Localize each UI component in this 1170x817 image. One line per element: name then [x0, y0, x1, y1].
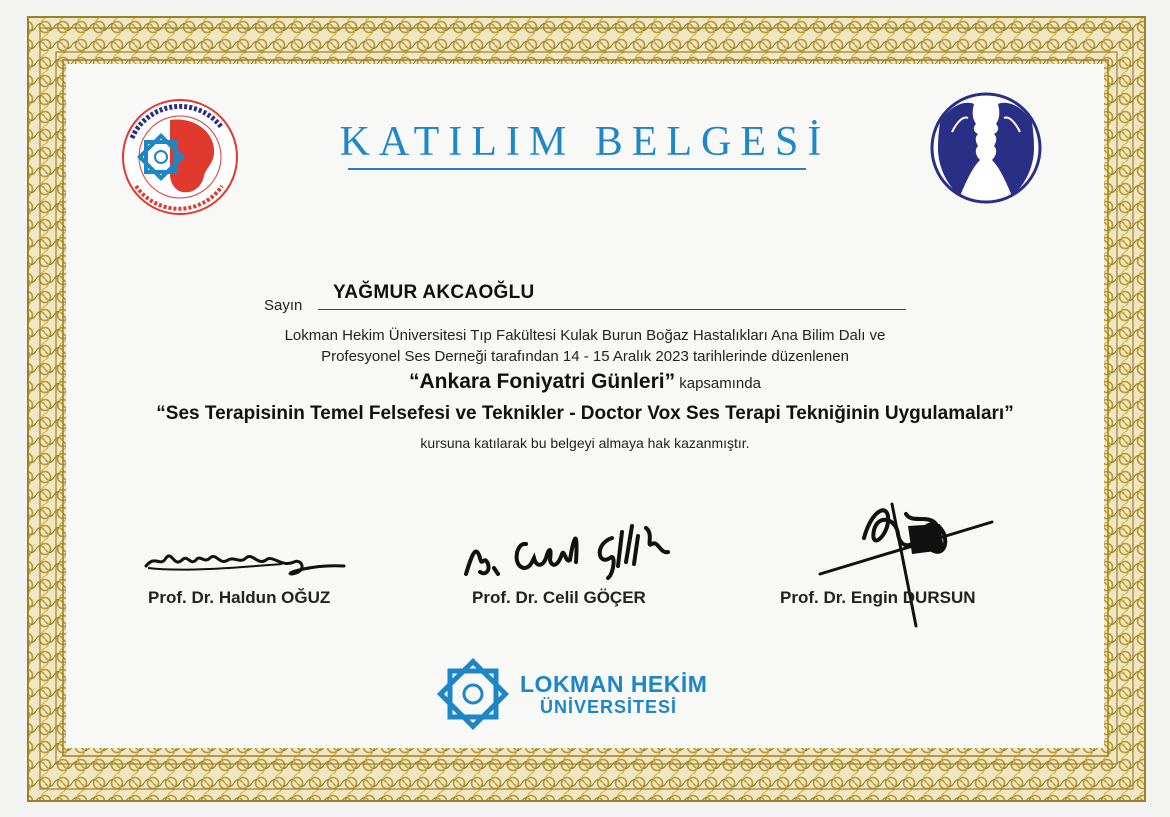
certificate-title: KATILIM BELGESİ: [339, 119, 831, 165]
title-underline: [348, 168, 806, 170]
facing-profiles-icon: [930, 92, 1042, 204]
closing-line: kursuna katılarak bu belgeyi almaya hak kazanmıştır.: [420, 435, 750, 451]
recipient-name: YAĞMUR AKCAOĞLU: [333, 282, 535, 303]
signatory-name-1: Prof. Dr. Haldun OĞUZ: [148, 588, 331, 607]
signature-dursun: [816, 494, 996, 630]
event-suffix: kapsamında: [675, 375, 761, 392]
salutation: Sayın: [264, 297, 303, 314]
signatory-name-2: Prof. Dr. Celil GÖÇER: [472, 588, 646, 607]
name-underline: [318, 309, 906, 310]
signatory-name-3: Prof. Dr. Engin DURSUN: [780, 588, 976, 607]
body-line-event: [0, 370, 1170, 394]
university-name-line1: LOKMAN HEKİM: [520, 671, 708, 697]
course-name: “Ses Terapisinin Temel Felsefesi ve Teknikler - Doctor Vox Ses Terapi Tekniğinin Uygulamaları”: [156, 403, 1014, 424]
event-name: “Ankara Foniyatri Günleri”: [409, 370, 676, 393]
signature-gocer: [462, 514, 682, 584]
university-logo-icon: [436, 657, 510, 731]
university-name-line2: ÜNİVERSİTESİ: [540, 697, 678, 717]
body-line-2: Profesyonel Ses Derneği tarafından 14 - 15 Aralık 2023 tarihlerinde düzenlenen: [321, 348, 849, 365]
body-line-1: Lokman Hekim Üniversitesi Tıp Fakültesi Kulak Burun Boğaz Hastalıkları Ana Bilim Dalı ve: [284, 327, 886, 344]
signature-oguz: [142, 538, 350, 580]
